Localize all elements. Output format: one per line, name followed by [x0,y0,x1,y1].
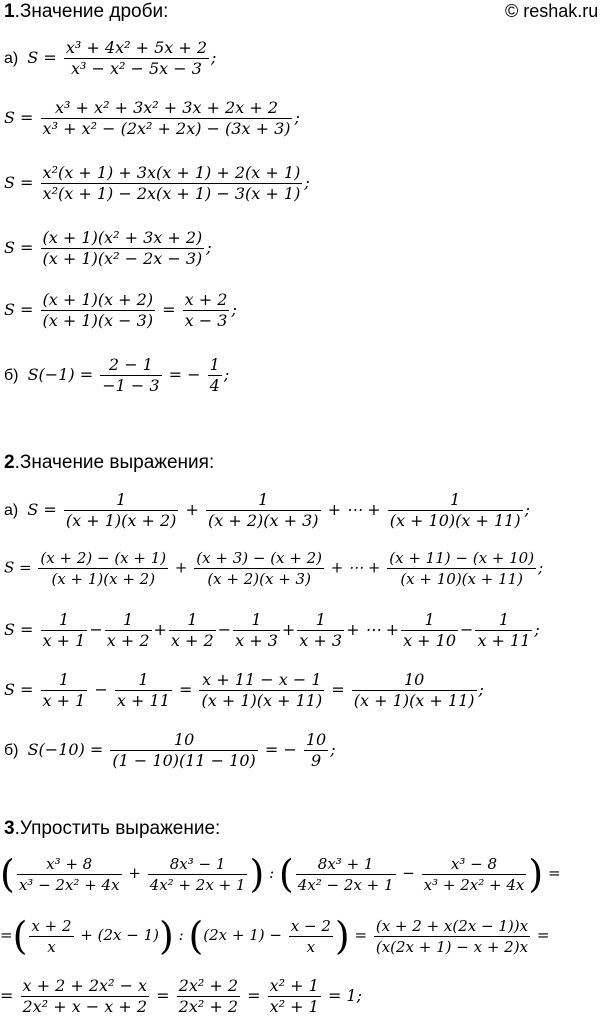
operator: − [217,620,232,639]
s1-line-2: S = $\frac{\text{x³ + x² + 3x² + 3x + 2x + 2}}{\text{x³ + x² − (2x² + 2x) − (3x + 3)}}$ ; [4,98,300,138]
fraction: $\frac{1}{x + 10}$ [403,610,457,650]
fraction: $\frac{1}{x + 1}$ [42,610,86,650]
s1-line-5: S = $\frac{(x + 1)(x + 2)}{(x + 1)(x - 3)}$ = $\frac{x + 2}{x - 3}$ ; [4,290,237,330]
operator: + ⋯ + [346,620,400,639]
fraction: $\frac{1}{x + 11}$ [477,610,531,650]
s2-line-4: S = $\frac{1}{x + 1}$ − $\frac{1}{x + 11}$ = $\frac{x + 11 - x - 1}{(x + 1)(x + 11)}$ = $\frac{10}{(x + 1)(x + 11)}$ ; [4,670,484,710]
s1-line-4: S = $\frac{\text{(x + 1)(x² + 3x + 2)}}{\text{(x + 1)(x² − 2x − 3)}}$ ; [4,228,212,268]
s2-line-3: S = $\frac{1}{x + 1}$ − $\frac{1}{x + 2}$ + $\frac{1}{x + 2}$ − $\frac{1}{x + 3}$ + $\frac{1}{x + 3}$ + ⋯ + $\frac{1}{x + 10}$ − $\frac{1}{x + 11}$ ; [4,610,540,650]
s3-line-2: =( $\frac{x + 2}{x}$ + (2x − 1)) : ((2x + 1) − $\frac{x - 2}{x}$ ) = $\frac{(x + 2 + x(2x - 1))x}{(x(2x + 1) - x + 2)x}$ = [0,914,550,958]
operator: − [460,620,474,639]
section-3-title: 3.Упростить выражение: [4,818,221,839]
s2-line-5: б) S(−10) = $\frac{10}{(1 - 10)(11 - 10)}$ = − $\frac{10}{9}$ ; [4,730,336,770]
s1-line-1: а) S = $\frac{\text{x³ + 4x² + 5x + 2}}{\text{x³ − x² − 5x − 3}}$ ; [4,38,217,78]
fraction: $\frac{1}{x + 2}$ [170,610,214,650]
s3-line-1: ( $\frac{\text{x³ + 8}}{\text{x³ − 2x² + 4x}}$ + $\frac{\text{8x³ − 1}}{\text{4x² + 2x + 1}}$ ) : ( $\frac{\text{8x³ + 1}}{\text{4x² − 2x + 1}}$ − $\frac{\text{x³ − 8}}{\text{x³ + 2x² + 4x}}$ ) = [0,852,561,896]
s3-line-3: = $\frac{\text{x + 2 + 2x² − x}}{\text{2x² + x − x + 2}}$ = $\frac{\text{2x² + 2}}{\text{2x² + 2}}$ = $\frac{\text{x² + 1}}{\text{x² + 1}}$ = 1; [0,976,362,1016]
s2-line-2: S = $\frac{(x + 2) - (x + 1)}{(x + 1)(x + 2)}$ + $\frac{(x + 3) - (x + 2)}{(x + 2)(x + 3)}$ + ⋯ + $\frac{(x + 11) - (x + 10)}{(x + 10)(x + 11)}$ ; [4,549,544,588]
operator: − [89,620,103,639]
fraction: $\frac{1}{x + 3}$ [235,610,278,650]
fraction: $\frac{1}{x + 3}$ [299,610,343,650]
fraction: $\frac{1}{x + 2}$ [106,610,150,650]
watermark: © reshak.ru [505,1,599,21]
fraction: $\frac{\text{x³ + 4x² + 5x + 2}}{\text{x³ − x² − 5x − 3}}$ [65,38,208,78]
s2-line-1: а) S = $\frac{1}{(x + 1)(x + 2)}$ + $\frac{1}{(x + 2)(x + 3)}$ + ⋯ + $\frac{1}{(x + 10)(x + 11)}$ ; [4,490,530,530]
s1-line-3: S = $\frac{\text{x²(x + 1) + 3x(x + 1) + 2(x + 1)}}{\text{x²(x + 1) − 2x(x + 1) − 3(x + 1)}}$ ; [4,163,310,203]
s1-line-6: б) S(−1) = $\frac{2 - 1}{-1 - 3}$ = − $\frac{1}{4}$ ; [4,355,230,395]
operator: + [153,620,167,639]
section-2-title: 2.Значение выражения: [4,452,215,473]
operator: + [281,620,296,639]
section-1-title: 1.Значение дроби: [4,1,169,22]
